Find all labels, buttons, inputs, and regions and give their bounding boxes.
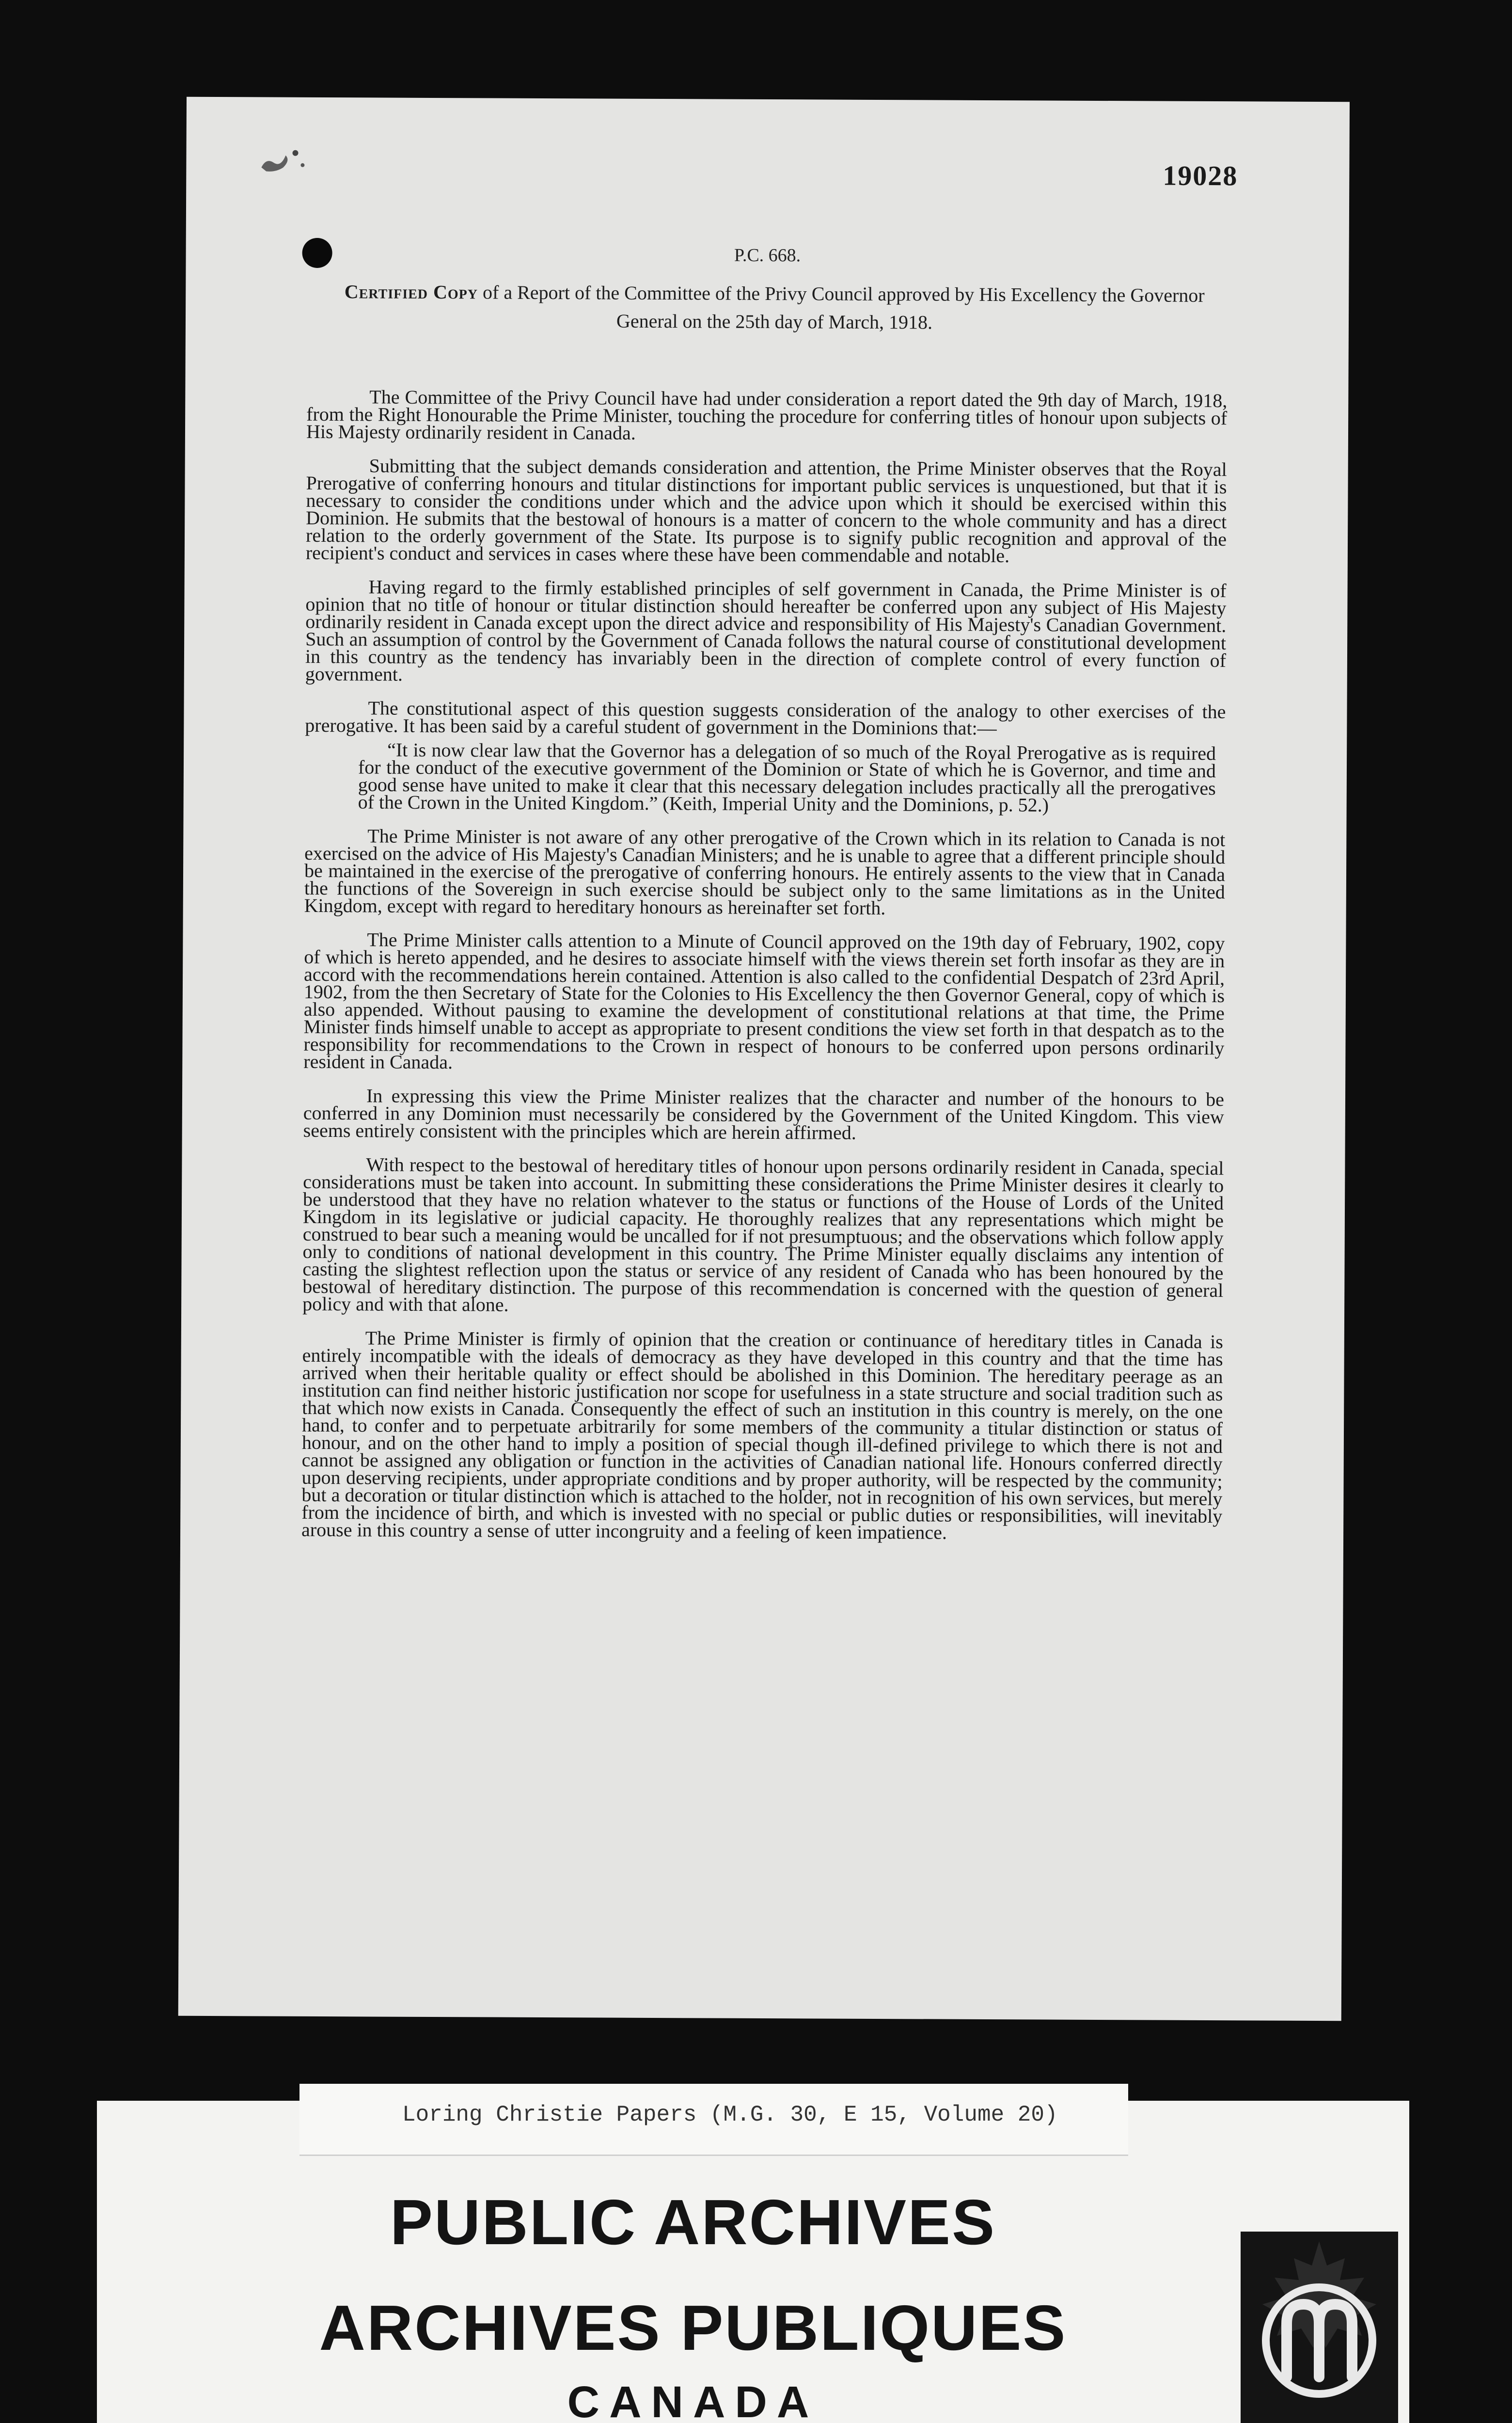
paragraph: The constitutional aspect of this question suggests consideration of the analogy to other exercises of the prerogative. It has been said by a careful student of government in the Dominions that:— [305, 697, 1226, 739]
document-page [178, 97, 1350, 2021]
order-council-number: P.C. 668. [734, 245, 801, 266]
archive-name-english: PUBLIC ARCHIVES [390, 2187, 996, 2258]
folio-number: 19028 [1163, 159, 1238, 192]
maple-leaf-archives-logo-icon [1241, 2232, 1398, 2423]
archive-country: CANADA [567, 2377, 819, 2423]
collection-reference: Loring Christie Papers (M.G. 30, E 15, Volume 20) [402, 2102, 1058, 2127]
document-title [321, 278, 1228, 338]
block-quotation: “It is now clear law that the Governor has a delegation of so much of the Royal Prerogative as is required for the conduct of the executive government of the Dominion or State of which he is Governor, and time and good sense have united to make it clear that this necessary delegation includes practically all the prerogatives of the Crown in the United Kingdom.” (Keith, Imperial Unity and the Dominions, p. 52.) [358, 739, 1216, 816]
document-body [301, 388, 1227, 1559]
paragraph: The Committee of the Privy Council have had under consideration a report dated the 9th day of March, 1918, from the Right Honourable the Prime Minister, touching the procedure for conferring titles of honour upon subjects of His Majesty ordinarily resident in Canada. [306, 386, 1228, 444]
paragraph: The Prime Minister is firmly of opinion that the creation or continuance of hereditary titles in Canada is entirely incompatible with the ideals of democracy as they have developed in this country and that the time has arrived when their heritable quality or effect should be abolished in this Dominion. The hereditary peerage as an institution can find neither historic justification nor scope for usefulness in a state structure and social tradition such as that which now exists in Canada. Consequently the effect of such an institution in this country is merely, on the one hand, to confer and to perpetuate arbitrarily for some members of the community a titular distinction or status of honour, and on the other hand to imply a position of special though ill-defined privilege to which there is not and cannot be assigned any obligation or function in the activities of Canadian national life. Honours conferred directly upon deserving recipients, under appropriate conditions and by proper authority, will be respected by the community; but a decoration or titular distinction which is attached to the holder, not in recognition of his own services, but merely from the incidence of birth, and which is invested with no special or public duties or responsibilities, will inevitably arouse in this country a sense of utter incongruity and a feeling of keen impatience. [301, 1327, 1223, 1543]
title-description: of a Report of the Committee of the Privy Council approved by His Excellency the Governor General on the 25th day of March, 1918. [477, 281, 1205, 333]
paragraph: The Prime Minister is not aware of any other prerogative of the Crown which in its relation to Canada is not exercised on the advice of His Majesty's Canadian Ministers; and he is unable to agree that a different principle should be maintained in the exercise of the prerogative of conferring honours. He entirely assents to the view that in Canada the functions of the Sovereign in such exercise should be subject only to the same limitations as in the United Kingdom, except with regard to hereditary honours as hereinafter set forth. [304, 825, 1226, 919]
paragraph: The Prime Minister calls attention to a Minute of Council approved on the 19th day of February, 1902, copy of which is hereto appended, and he desires to associate himself with the views therein set forth insofar as they are in accord with the recommendations herein contained. Attention is also called to the confidential Despatch of 23rd April, 1902, from the then Secretary of State for the Colonies to His Excellency the then Governor General, copy of which is also appended. Without pausing to examine the development of constitutional relations at that time, the Prime Minister finds himself unable to accept as appropriate to present conditions the view set forth in that despatch as to the responsibility for recommendations to the Crown in respect of honours to be conferred upon persons ordinarily resident in Canada. [303, 928, 1225, 1073]
paragraph: Having regard to the firmly established principles of self government in Canada, the Prime Minister is of opinion that no title of honour or titular distinction should hereafter be conferred upon any subject of His Majesty ordinarily resident in Canada except upon the direct advice and responsibility of His Majesty's Canadian Government. Such an assumption of control by the Government of Canada follows the natural course of constitutional development in this country as the tendency has invariably been in the direction of complete control of every function of government. [305, 576, 1227, 685]
ink-smudge-mark [256, 143, 315, 177]
paragraph: In expressing this view the Prime Minister realizes that the character and number of the honours to be conferred in any Dominion must necessarily be considered by the Government of the United Kingdom. This view seems entirely consistent with the principles which are herein affirmed. [303, 1085, 1225, 1144]
title-certified-copy: Certified Copy [344, 281, 478, 303]
paragraph: Submitting that the subject demands consideration and attention, the Prime Minister observes that the Royal Prerogative of conferring honours and titular distinctions for important public services is unquestioned, but that it is necessary to consider the conditions under which and the advice upon which it should be exercised within this Dominion. He submits that the bestowal of honours is a matter of concern to the whole community and has a direct relation to the orderly government of the State. Its purpose is to signify public recognition and approval of the recipient's conduct and services in cases where these have been commendable and notable. [305, 455, 1227, 567]
archive-name-french: ARCHIVES PUBLIQUES [319, 2292, 1067, 2363]
paragraph: With respect to the bestowal of hereditary titles of honour upon persons ordinarily resident in Canada, special considerations must be taken into account. In submitting these considerations the Prime Minister desires it clearly to be understood that they have no relation whatever to the status or functions of the House of Lords of the United Kingdom in its legislative or judicial capacity. He thoroughly realizes that any representations which might be construed to bear such a meaning would be uncalled for if not presumptuous; and the observations which follow apply only to conditions of national development in this country. The Prime Minister equally disclaims any intention of casting the slightest reflection upon the status or service of any resident of Canada who has been honoured by the bestowal of hereditary distinction. The purpose of this recommendation is concerned with the question of general policy and with that alone. [302, 1153, 1224, 1316]
